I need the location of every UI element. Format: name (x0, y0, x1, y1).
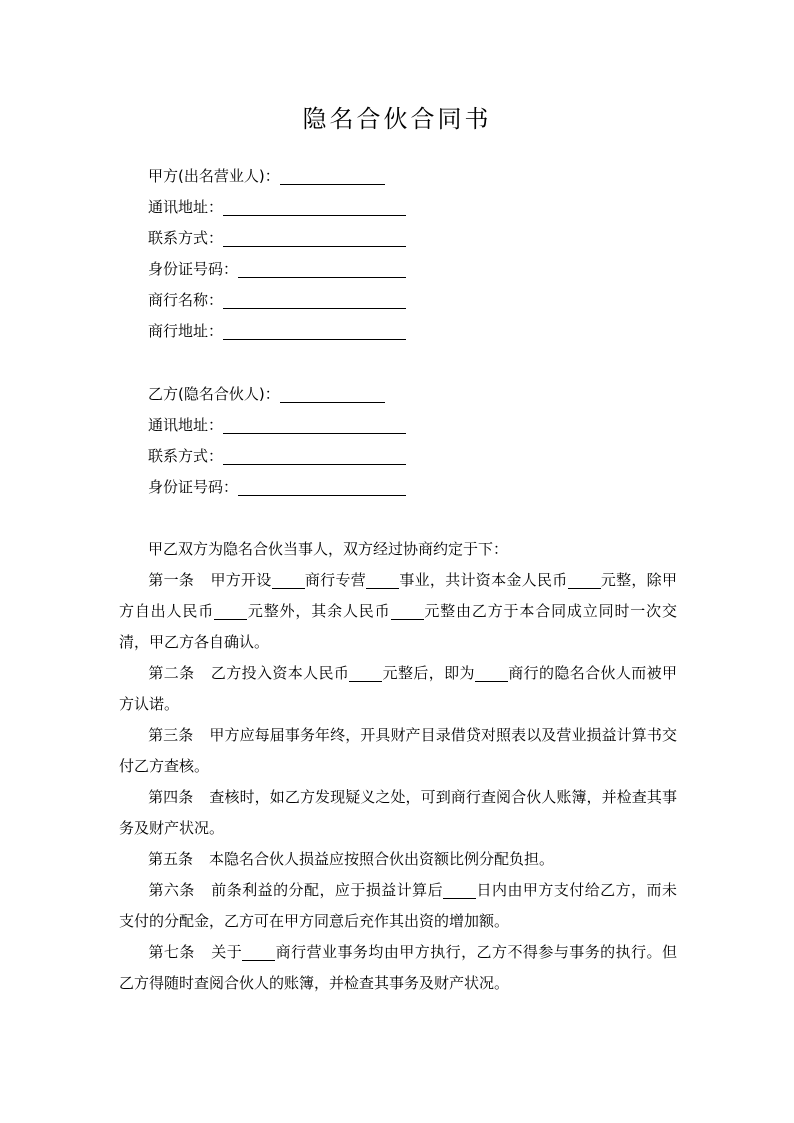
article-7-label: 第七条 (148, 943, 195, 961)
party-b-id-row (148, 475, 406, 499)
party-a-shop-name-label: 商行名称： (148, 291, 224, 309)
article-4 (119, 782, 677, 844)
article-2-text-3: 商行的隐名合伙人而被甲方认诺。 (119, 664, 677, 713)
article-4-text: 查核时，如乙方发现疑义之处，可到商行查阅合伙人账簿，并检查其事务及财产状况。 (119, 788, 677, 837)
article-1-blank-4[interactable] (214, 601, 247, 620)
article-6-blank-1[interactable] (443, 880, 476, 899)
party-b-address-label: 通讯地址： (148, 416, 224, 434)
party-a-shop-name-row (148, 288, 406, 312)
party-a-id-label: 身份证号码： (148, 260, 239, 278)
party-a-shop-name-blank[interactable] (223, 290, 406, 309)
article-7-text-1: 关于 (210, 943, 243, 961)
party-b-address-blank[interactable] (223, 415, 406, 434)
article-1-blank-2[interactable] (366, 570, 399, 589)
party-a-heading: 甲方(出名营业人)： (148, 167, 280, 185)
article-2-text-1: 乙方投入资本人民币 (210, 664, 350, 682)
article-5-text: 本隐名合伙人损益应按照合伙出资额比例分配负担。 (209, 850, 555, 868)
article-1-blank-5[interactable] (391, 601, 424, 620)
party-b-contact-label: 联系方式： (148, 447, 224, 465)
party-b-heading: 乙方(隐名合伙人)： (148, 385, 280, 403)
article-5-label: 第五条 (148, 850, 194, 868)
article-2 (119, 658, 677, 720)
article-1-text-5: 元整外，其余人民币 (247, 602, 391, 620)
article-1-label: 第一条 (148, 571, 195, 589)
article-2-blank-1[interactable] (349, 663, 382, 682)
party-b-name-blank[interactable] (280, 384, 385, 403)
party-a-address-label: 通讯地址： (148, 198, 224, 216)
party-a-heading-row (148, 164, 385, 188)
party-a-contact-row (148, 226, 406, 250)
party-b-address-row (148, 413, 406, 437)
party-a-shop-address-blank[interactable] (223, 321, 406, 340)
party-b-heading-row (148, 382, 385, 406)
party-a-address-blank[interactable] (223, 197, 406, 216)
article-1-blank-3[interactable] (568, 570, 601, 589)
article-1-text-2: 商行专营 (304, 571, 367, 589)
party-b-contact-blank[interactable] (223, 446, 406, 465)
article-7-text-2: 商行营业事务均由甲方执行，乙方不得参与事务的执行。但乙方得随时查阅合伙人的账簿，并检查其事务及财产状况。 (119, 943, 677, 992)
article-3-text: 甲方应每届事务年终，开具财产目录借贷对照表以及营业损益计算书交付乙方查核。 (119, 726, 677, 775)
party-b-id-label: 身份证号码： (148, 478, 239, 496)
article-6-text-1: 前条利益的分配，应于损益计算后 (210, 881, 444, 899)
article-1 (119, 565, 677, 658)
article-2-text-2: 元整后，即为 (382, 664, 475, 682)
article-1-blank-1[interactable] (272, 570, 305, 589)
party-b-id-blank[interactable] (238, 477, 406, 496)
article-7-blank-1[interactable] (242, 942, 275, 961)
party-a-shop-address-label: 商行地址： (148, 322, 224, 340)
article-1-text-6: 元整由乙方于本合同成立同时一次交清，甲乙方各自确认。 (119, 602, 677, 651)
article-1-text-4: 元整，除甲方自出人民币 (119, 571, 677, 620)
article-7 (119, 937, 677, 999)
article-3 (119, 720, 677, 782)
document-title: 隐名合伙合同书 (302, 105, 492, 133)
party-a-contact-blank[interactable] (223, 228, 406, 247)
party-a-shop-address-row (148, 319, 406, 343)
article-2-label: 第二条 (148, 664, 195, 682)
party-b-contact-row (148, 444, 406, 468)
intro-paragraph (119, 534, 677, 565)
party-a-contact-label: 联系方式： (148, 229, 224, 247)
article-2-blank-2[interactable] (475, 663, 508, 682)
article-6 (119, 875, 677, 937)
party-a-id-blank[interactable] (238, 259, 406, 278)
article-1-text-1: 甲方开设 (210, 571, 272, 589)
article-6-label: 第六条 (148, 881, 195, 899)
party-a-address-row (148, 195, 406, 219)
intro-text: 甲乙双方为隐名合伙当事人，双方经过协商约定于下： (148, 540, 509, 558)
article-6-text-2: 日内由甲方支付给乙方，而未支付的分配金，乙方可在甲方同意后充作其出资的增加额。 (119, 881, 677, 930)
article-3-label: 第三条 (148, 726, 194, 744)
article-1-text-3: 事业，共计资本金人民币 (399, 571, 568, 589)
party-a-id-row (148, 257, 406, 281)
party-a-name-blank[interactable] (280, 166, 385, 185)
article-5 (119, 844, 677, 875)
article-4-label: 第四条 (148, 788, 194, 806)
